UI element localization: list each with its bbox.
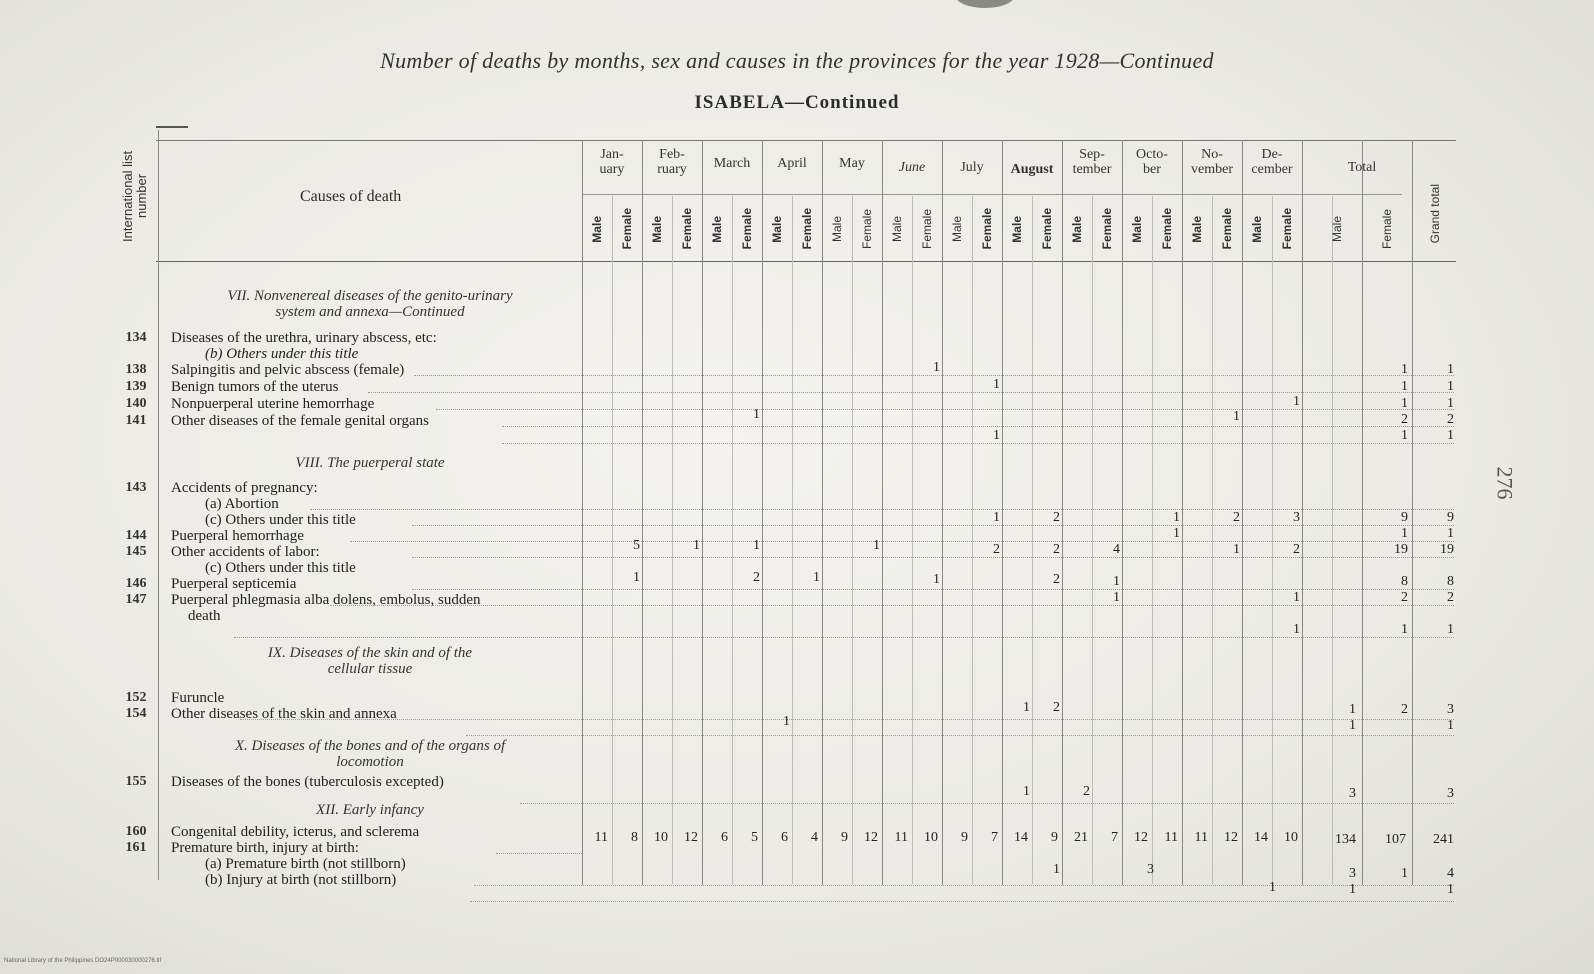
data-cell: 1 (1233, 542, 1240, 557)
cause-label: Other diseases of the skin and annexa (171, 706, 397, 722)
data-cell: 2 (1447, 590, 1454, 605)
page-title: Number of deaths by months, sex and causes in the provinces for the year 1928—Continued (380, 48, 1214, 73)
dot-leader (502, 425, 1454, 427)
month-header-december: De- cember (1251, 147, 1293, 177)
dot-leader (234, 636, 1454, 638)
list-number: 140 (125, 396, 147, 411)
data-cell: 8 (1447, 574, 1454, 589)
data-cell: 1 (1401, 379, 1408, 394)
data-cell: 1 (813, 570, 820, 585)
data-cell: 134 (1335, 832, 1356, 847)
month-header-march: March (713, 156, 751, 171)
data-cell: 11 (894, 830, 908, 845)
data-cell: 4 (811, 830, 818, 845)
list-number: 141 (125, 413, 147, 428)
data-cell: 1 (993, 510, 1000, 525)
cause-label: Diseases of the bones (tuberculosis excepted) (171, 774, 444, 790)
month-header-august: August (1010, 162, 1054, 177)
data-cell: 19 (1440, 542, 1454, 557)
data-cell: 1 (933, 572, 940, 587)
sex-header-female: Female (620, 208, 634, 250)
sex-header-female: Female (980, 208, 994, 250)
data-cell: 1 (693, 538, 700, 553)
data-cell: 2 (1053, 700, 1060, 715)
cause-label: Salpingitis and pelvic abscess (female) (171, 362, 405, 378)
section-heading-vii: VII. Nonvenereal diseases of the genito-urinary system and annexa—Continued (227, 288, 513, 320)
month-header-february: Feb- ruary (657, 147, 687, 177)
dot-leader (520, 802, 1454, 804)
month-header-may: May (839, 156, 865, 171)
sex-header-male: Male (1130, 215, 1144, 243)
data-cell: 2 (1401, 702, 1408, 717)
sex-header-female: Female (1100, 208, 1114, 250)
data-cell: 9 (1447, 510, 1454, 525)
cause-label: Puerperal septicemia (171, 576, 297, 592)
data-cell: 1 (1053, 862, 1060, 877)
dot-leader (466, 734, 1454, 736)
sex-header-male: Male (1250, 215, 1264, 243)
cause-label: Other accidents of labor: (171, 544, 320, 560)
cause-label: Congenital debility, icterus, and sclerema (171, 824, 420, 840)
data-cell: 5 (633, 538, 640, 553)
list-number: 160 (125, 824, 147, 839)
page-number: 276 (1492, 466, 1518, 500)
data-cell: 1 (1349, 882, 1356, 897)
data-cell: 19 (1394, 542, 1408, 557)
data-cell: 1 (1023, 784, 1030, 799)
data-cell: 2 (1053, 510, 1060, 525)
cause-label: Diseases of the urethra, urinary abscess, etc: (171, 330, 437, 346)
dot-leader (368, 391, 1454, 393)
col-line (1412, 140, 1413, 885)
data-cell: 3 (1293, 510, 1300, 525)
sex-header-female: Female (860, 208, 874, 249)
data-cell: 1 (1173, 526, 1180, 541)
table-top-rule (156, 126, 188, 128)
data-cell: 1 (933, 360, 940, 375)
data-cell: 7 (991, 830, 998, 845)
month-subheader-rule (582, 194, 1402, 195)
sex-header-female: Female (1280, 208, 1294, 250)
data-cell: 12 (864, 830, 878, 845)
cause-label: (c) Others under this title (205, 512, 356, 528)
sex-header-female: Female (1040, 208, 1054, 250)
data-cell: 10 (1284, 830, 1298, 845)
table-header-top-rule (156, 140, 1456, 141)
data-cell: 2 (993, 542, 1000, 557)
data-cell: 1 (993, 377, 1000, 392)
section-heading-viii: VIII. The puerperal state (295, 455, 445, 471)
data-cell: 2 (1233, 510, 1240, 525)
dot-leader (470, 900, 1454, 902)
sex-header-total-female: Female (1380, 208, 1394, 249)
data-cell: 1 (1113, 574, 1120, 589)
data-cell: 1 (1349, 702, 1356, 717)
data-cell: 11 (1164, 830, 1178, 845)
scan-credit: National Library of the Philippines DO24P000030000276.tif (4, 958, 162, 964)
sex-header-male: Male (950, 215, 964, 242)
month-header-october: Octo- ber (1136, 147, 1168, 177)
sex-header-male: Male (650, 215, 664, 243)
data-cell: 10 (654, 830, 668, 845)
data-cell: 3 (1349, 866, 1356, 881)
sex-header-male: Male (1010, 215, 1024, 243)
data-cell: 1 (993, 428, 1000, 443)
sex-header-female: Female (1220, 208, 1234, 250)
data-cell: 1 (1023, 700, 1030, 715)
dot-leader (436, 408, 1454, 410)
cause-label: Puerperal phlegmasia alba dolens, embolus, sudden (171, 592, 481, 608)
data-cell: 2 (1293, 542, 1300, 557)
data-cell: 1 (1401, 396, 1408, 411)
data-cell: 1 (1447, 526, 1454, 541)
sex-header-female: Female (740, 208, 754, 250)
data-cell: 3 (1147, 862, 1154, 877)
list-number: 139 (125, 379, 147, 394)
data-cell: 1 (1447, 718, 1454, 733)
sex-header-male: Male (770, 215, 784, 243)
data-cell: 1 (633, 570, 640, 585)
sex-header-male: Male (1070, 215, 1084, 243)
col-line (1362, 140, 1363, 885)
list-number: 155 (125, 774, 147, 789)
dot-leader (474, 884, 1454, 886)
data-cell: 9 (841, 830, 848, 845)
data-cell: 1 (1233, 409, 1240, 424)
list-number: 143 (125, 480, 147, 495)
list-number: 154 (125, 706, 147, 721)
month-header-april: April (777, 156, 807, 171)
data-cell: 14 (1254, 830, 1268, 845)
cause-label: Nonpuerperal uterine hemorrhage (171, 396, 375, 412)
table-header-bottom-rule (156, 261, 1456, 262)
data-cell: 1 (1349, 718, 1356, 733)
data-cell: 4 (1113, 542, 1120, 557)
cause-label: (c) Others under this title (205, 560, 356, 576)
sex-header-total-male: Male (1330, 215, 1344, 242)
data-cell: 12 (1224, 830, 1238, 845)
sex-header-male: Male (710, 215, 724, 243)
cause-label: Benign tumors of the uterus (171, 379, 339, 395)
data-cell: 3 (1349, 786, 1356, 801)
col-line (158, 130, 159, 880)
list-number: 134 (125, 330, 147, 345)
data-cell: 1 (1293, 622, 1300, 637)
data-cell: 3 (1447, 702, 1454, 717)
data-cell: 5 (751, 830, 758, 845)
data-cell: 1 (1447, 622, 1454, 637)
section-heading-ix: IX. Diseases of the skin and of the cellular tissue (267, 645, 473, 677)
list-number: 152 (125, 690, 147, 705)
data-cell: 7 (1111, 830, 1118, 845)
month-header-november: No- vember (1191, 147, 1233, 177)
data-cell: 1 (1447, 396, 1454, 411)
cause-label: Puerperal hemorrhage (171, 528, 304, 544)
col-line (1302, 140, 1303, 885)
data-cell: 1 (1401, 428, 1408, 443)
section-heading-xii: XII. Early infancy (316, 802, 424, 818)
data-cell: 107 (1385, 832, 1406, 847)
sex-header-female: Female (1160, 208, 1174, 250)
dot-leader (240, 718, 1454, 720)
cause-label: Furuncle (171, 690, 225, 706)
sex-header-male: Male (1190, 215, 1204, 243)
data-cell: 1 (1293, 394, 1300, 409)
data-cell: 21 (1074, 830, 1088, 845)
list-number: 147 (125, 592, 147, 607)
data-cell: 1 (1293, 590, 1300, 605)
data-cell: 2 (1447, 412, 1454, 427)
data-cell: 1 (1173, 510, 1180, 525)
data-cell: 1 (1401, 866, 1408, 881)
data-cell: 12 (684, 830, 698, 845)
province-subtitle: ISABELA—Continued (694, 92, 900, 113)
data-cell: 6 (781, 830, 788, 845)
list-number: 145 (125, 544, 147, 559)
data-cell: 1 (873, 538, 880, 553)
data-cell: 2 (1083, 784, 1090, 799)
data-cell: 11 (594, 830, 608, 845)
data-cell: 8 (1401, 574, 1408, 589)
data-cell: 1 (753, 538, 760, 553)
cause-label: death (188, 608, 221, 624)
data-cell: 11 (1194, 830, 1208, 845)
cause-label: (a) Premature birth (not stillborn) (205, 856, 406, 872)
month-header-july: July (960, 160, 984, 175)
cause-label: Accidents of pregnancy: (171, 480, 318, 496)
data-cell: 2 (1401, 590, 1408, 605)
data-cell: 9 (1051, 830, 1058, 845)
cause-label: (b) Others under this title (205, 346, 359, 362)
data-cell: 1 (1447, 362, 1454, 377)
list-number: 144 (125, 528, 147, 543)
data-cell: 1 (783, 714, 790, 729)
data-cell: 2 (753, 570, 760, 585)
data-cell: 2 (1053, 572, 1060, 587)
data-cell: 1 (1401, 526, 1408, 541)
list-number: 146 (125, 576, 147, 591)
data-cell: 1 (1447, 882, 1454, 897)
sex-header-male: Male (590, 215, 604, 243)
data-cell: 9 (961, 830, 968, 845)
data-cell: 1 (753, 407, 760, 422)
data-cell: 1 (1447, 428, 1454, 443)
data-cell: 9 (1401, 510, 1408, 525)
data-cell: 10 (924, 830, 938, 845)
cause-label: (b) Injury at birth (not stillborn) (205, 872, 397, 888)
data-cell: 2 (1401, 412, 1408, 427)
sex-header-female: Female (680, 208, 694, 250)
cause-label: (a) Abortion (205, 496, 279, 512)
month-header-total: Total (1347, 160, 1377, 175)
data-cell: 1 (1447, 379, 1454, 394)
data-cell: 12 (1134, 830, 1148, 845)
data-cell: 1 (1401, 622, 1408, 637)
data-cell: 8 (631, 830, 638, 845)
month-header-june: June (898, 160, 926, 175)
dot-leader (496, 852, 582, 854)
month-header-january: Jan- uary (599, 147, 625, 177)
section-heading-x: X. Diseases of the bones and of the organs of locomotion (234, 738, 506, 770)
month-header-september: Sep- tember (1072, 147, 1112, 177)
cause-label: Other diseases of the female genital organs (171, 413, 429, 429)
sex-header-female: Female (920, 208, 934, 249)
data-cell: 241 (1433, 832, 1454, 847)
list-number: 138 (125, 362, 147, 377)
data-cell: 3 (1447, 786, 1454, 801)
cause-label: Premature birth, injury at birth: (171, 840, 359, 856)
data-cell: 1 (1113, 590, 1120, 605)
data-cell: 2 (1053, 542, 1060, 557)
sex-header-female: Female (800, 208, 814, 250)
data-cell: 1 (1269, 880, 1276, 895)
list-number-header: International list number (120, 150, 149, 242)
data-cell: 1 (1401, 362, 1408, 377)
data-cell: 6 (721, 830, 728, 845)
data-cell: 4 (1447, 866, 1454, 881)
sex-header-male: Male (830, 215, 844, 242)
grand-total-header: Grand total (1428, 184, 1442, 244)
list-number: 161 (125, 840, 147, 855)
causes-header: Causes of death (300, 188, 402, 205)
data-cell: 14 (1014, 830, 1028, 845)
sex-header-male: Male (890, 215, 904, 242)
